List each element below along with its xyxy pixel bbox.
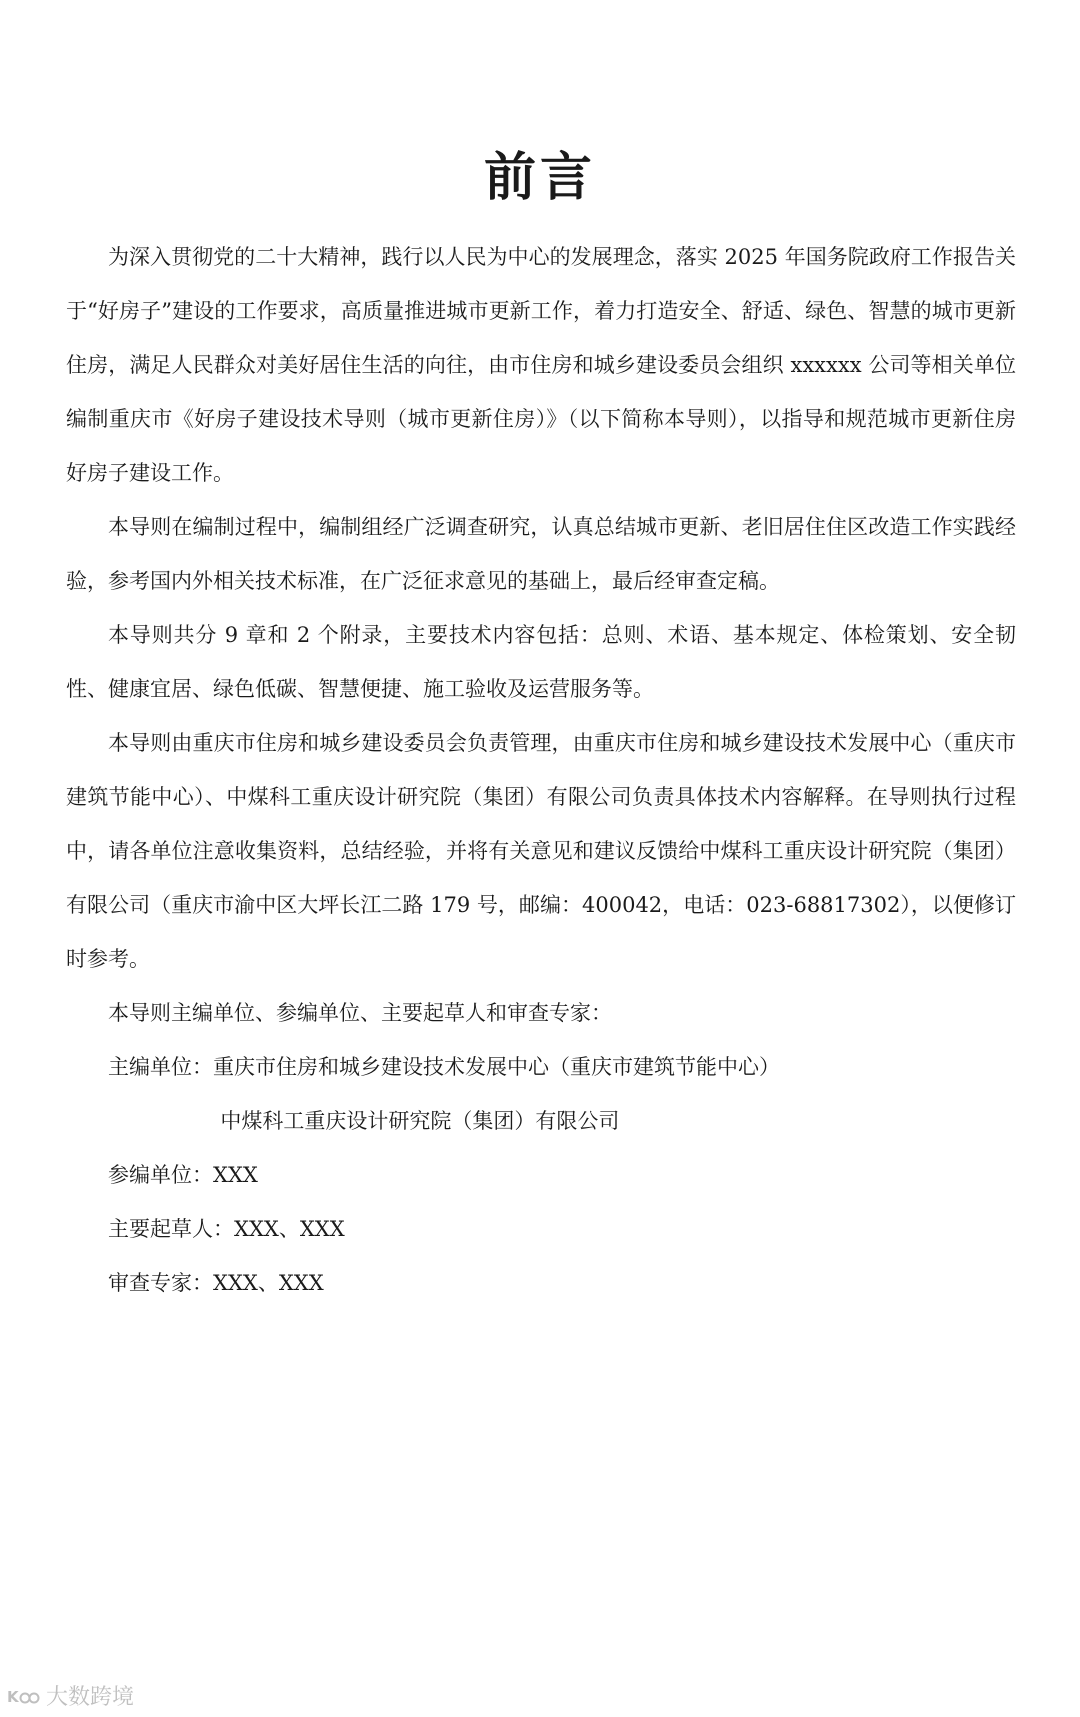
chief-unit-1: 重庆市住房和城乡建设技术发展中心（重庆市建筑节能中心） — [213, 1055, 780, 1079]
page-title: 前言 — [483, 148, 596, 208]
participating-units: 参编单位：XXX — [108, 1163, 258, 1187]
main-drafters: 主要起草人：XXX、XXX — [108, 1217, 345, 1241]
review-experts: 审查专家：XXX、XXX — [108, 1271, 324, 1295]
units-intro: 本导则主编单位、参编单位、主要起草人和审查专家： — [108, 1001, 612, 1025]
document-body — [66, 230, 1016, 1310]
svg-text:K: K — [7, 1687, 19, 1706]
paragraph-management: 本导则由重庆市住房和城乡建设委员会负责管理，由重庆市住房和城乡建设技术发展中心（重庆市建筑节能中心）、中煤科工重庆设计研究院（集团）有限公司负责具体技术内容解释。在导则执行过程中，请各单位注意收集资料，总结经验，并将有关意见和建议反馈给中煤科工重庆设计研究院（集团）有限公司（重庆市渝中区大坪长江二路 179 号，邮编：400042，电话：023-68817302），以便修订时参考。 — [66, 731, 1016, 971]
watermark-text: 大数跨境 — [46, 1685, 135, 1710]
paragraph-contents: 本导则共分 9 章和 2 个附录，主要技术内容包括：总则、术语、基本规定、体检策划、安全韧性、健康宜居、绿色低碳、智慧便捷、施工验收及运营服务等。 — [66, 623, 1016, 701]
chief-unit-2: 中煤科工重庆设计研究院（集团）有限公司 — [220, 1109, 620, 1133]
watermark-logo-icon — [6, 1684, 40, 1708]
paragraph-purpose: 为深入贯彻党的二十大精神，践行以人民为中心的发展理念，落实 2025 年国务院政府工作报告关于“好房子”建设的工作要求，高质量推进城市更新工作，着力打造安全、舒适、绿色、智慧的城市更新住房，满足人民群众对美好居住生活的向往，由市住房和城乡建设委员会组织 xxxxxx 公司等相关单位编制重庆市《好房子建设技术导则（城市更新住房）》（以下简称本导则），以指导和规范城市更新住房好房子建设工作。 — [66, 245, 1016, 485]
chief-units-label: 主编单位： — [108, 1055, 213, 1079]
watermark — [6, 1680, 134, 1711]
paragraph-process: 本导则在编制过程中，编制组经广泛调查研究，认真总结城市更新、老旧居住住区改造工作实践经验，参考国内外相关技术标准，在广泛征求意见的基础上，最后经审查定稿。 — [66, 515, 1016, 593]
chief-units-line — [66, 1040, 1016, 1094]
